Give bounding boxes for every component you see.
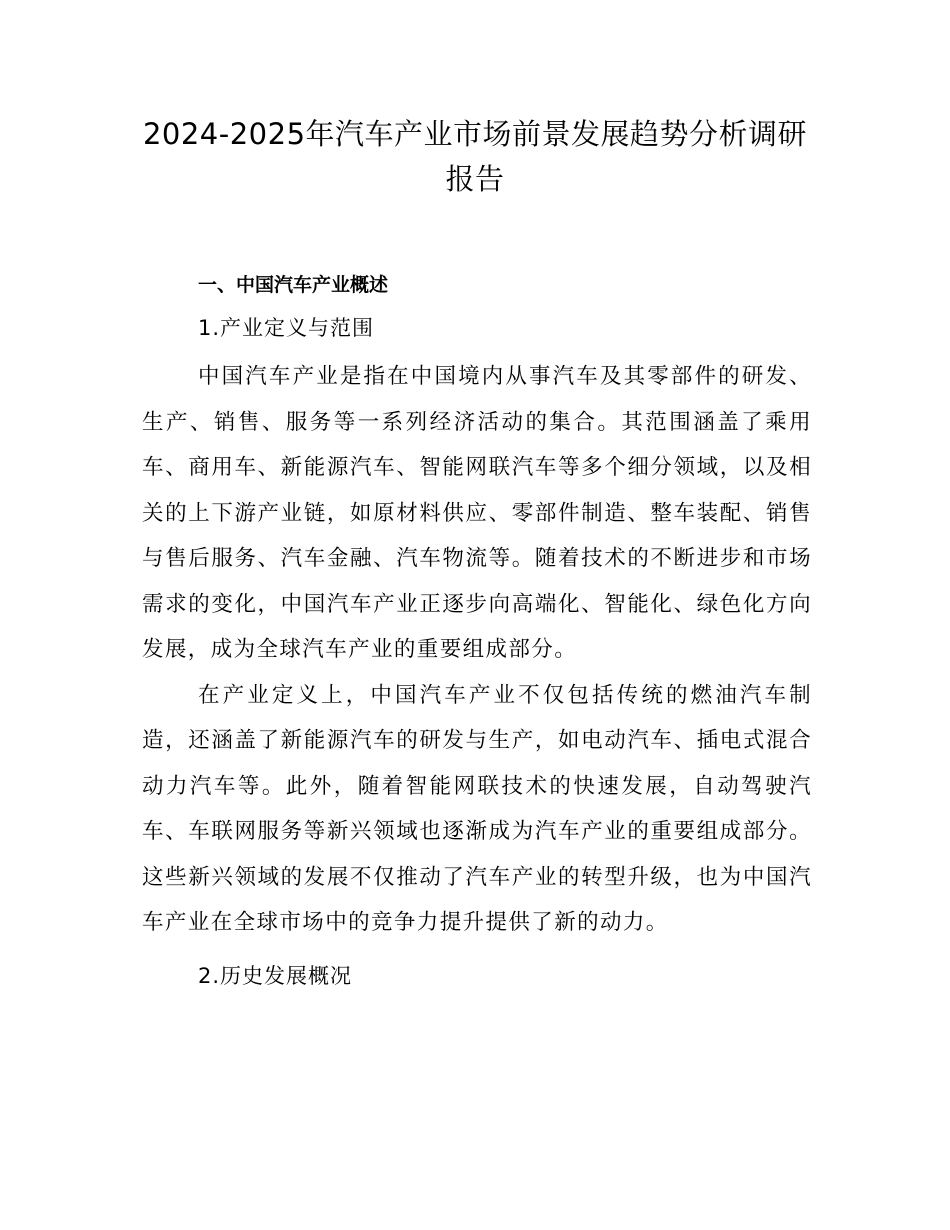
- paragraph-definition-scope: 中国汽车产业是指在中国境内从事汽车及其零部件的研发、生产、销售、服务等一系列经济活动的集合。其范围涵盖了乘用车、商用车、新能源汽车、智能网联汽车等多个细分领域，以及相关的上下游产业链，如原材料供应、零部件制造、整车装配、销售与售后服务、汽车金融、汽车物流等。随着技术的不断进步和市场需求的变化，中国汽车产业正逐步向高端化、智能化、绿色化方向发展，成为全球汽车产业的重要组成部分。: [142, 364, 812, 662]
- subsection-heading-definition: 1.产业定义与范围: [198, 316, 375, 340]
- document-title: 2024-2025年汽车产业市场前景发展趋势分析调研报告: [142, 117, 808, 196]
- section-heading: 一、中国汽车产业概述: [198, 274, 389, 296]
- subsection-heading-history: 2.历史发展概况: [198, 963, 353, 988]
- document-body: [142, 264, 812, 1002]
- spacer: [142, 946, 812, 954]
- paragraph-industry-definition: 在产业定义上，中国汽车产业不仅包括传统的燃油汽车制造，还涵盖了新能源汽车的研发与生产，如电动汽车、插电式混合动力汽车等。此外，随着智能网联技术的快速发展，自动驾驶汽车、车联网服务等新兴领域也逐渐成为汽车产业的重要组成部分。这些新兴领域的发展不仅推动了汽车产业的转型升级，也为中国汽车产业在全球市场中的竞争力提升提供了新的动力。: [142, 682, 812, 935]
